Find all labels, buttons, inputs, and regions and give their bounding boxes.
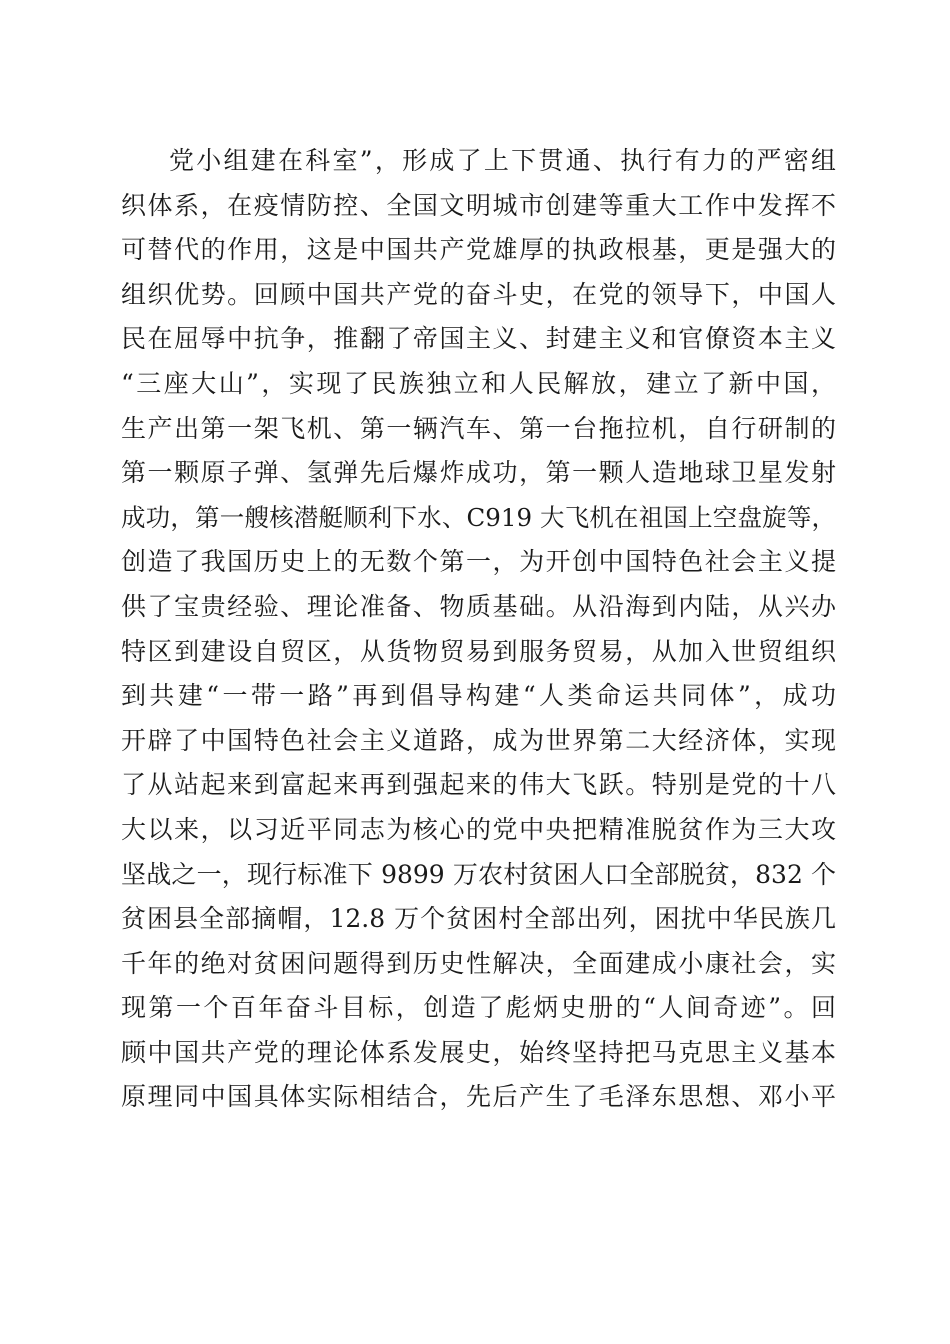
text-line: 现第一个百年奋斗目标，创造了彪炳史册的“人间奇迹”。回 [121,993,836,1023]
text-line: 原理同中国具体实际相结合，先后产生了毛泽东思想、邓小平 [121,1082,836,1112]
text-line: 党小组建在科室”，形成了上下贯通、执行有力的严密组 [169,146,836,175]
text-line: 顾中国共产党的理论体系发展史，始终坚持把马克思主义基本 [121,1037,836,1067]
text-line: “三座大山”，实现了民族独立和人民解放，建立了新中国， [121,368,836,398]
text-line: 供了宝贵经验、理论准备、物质基础。从沿海到内陆，从兴办 [121,591,836,621]
text-line: 第一颗原子弹、氢弹先后爆炸成功，第一颗人造地球卫星发射 [121,458,836,488]
body-paragraph [121,139,836,1120]
text-line: 千年的绝对贫困问题得到历史性解决，全面建成小康社会，实 [121,948,836,978]
text-line: 创造了我国历史上的无数个第一，为开创中国特色社会主义提 [121,547,836,577]
text-line: 可替代的作用，这是中国共产党雄厚的执政根基，更是强大的 [121,235,836,265]
text-line: 生产出第一架飞机、第一辆汽车、第一台拖拉机，自行研制的 [121,413,836,443]
text-line: 特区到建设自贸区，从货物贸易到服务贸易，从加入世贸组织 [121,636,836,666]
text-line: 了从站起来到富起来再到强起来的伟大飞跃。特别是党的十八 [121,770,836,800]
text-line: 大以来，以习近平同志为核心的党中央把精准脱贫作为三大攻 [121,814,836,844]
text-line: 织体系，在疫情防控、全国文明城市创建等重大工作中发挥不 [121,190,836,220]
text-line: 贫困县全部摘帽，12.8 万个贫困村全部出列，困扰中华民族几 [121,904,836,934]
text-line: 到共建“一带一路”再到倡导构建“人类命运共同体”，成功 [121,681,836,711]
text-line: 开辟了中国特色社会主义道路，成为世界第二大经济体，实现 [121,725,836,755]
text-line: 坚战之一，现行标准下 9899 万农村贫困人口全部脱贫，832 个 [121,859,836,889]
text-line: 成功，第一艘核潜艇顺利下水、C919 大飞机在祖国上空盘旋等， [121,502,836,532]
text-line: 民在屈辱中抗争，推翻了帝国主义、封建主义和官僚资本主义 [121,324,836,354]
text-line: 组织优势。回顾中国共产党的奋斗史，在党的领导下，中国人 [121,279,836,309]
